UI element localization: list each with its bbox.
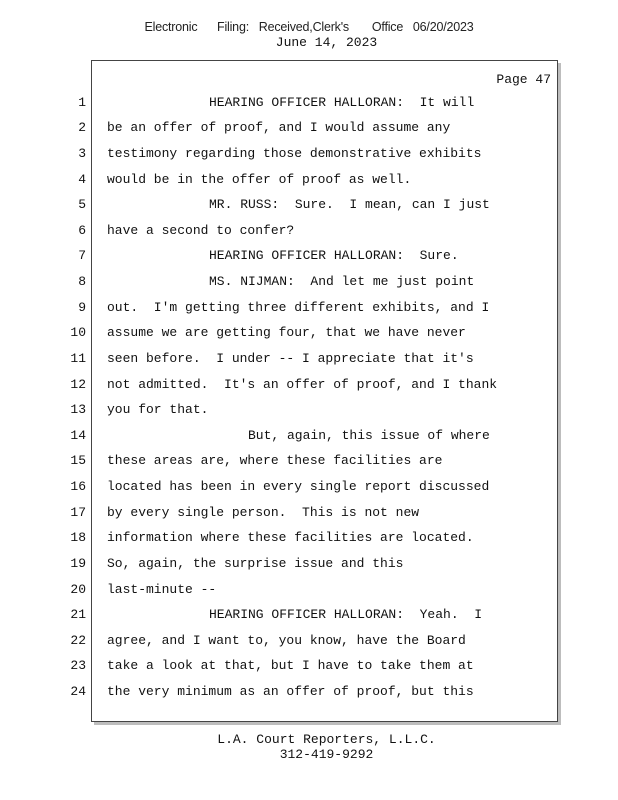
transcript-line: these areas are, where these facilities are xyxy=(107,453,443,468)
transcript-line: HEARING OFFICER HALLORAN: Yeah. I xyxy=(209,607,483,622)
footer-phone-number: 312-419-9292 xyxy=(279,747,374,762)
line-number: 14 xyxy=(70,428,86,443)
filing-stamp: Electronic Filing: Received,Clerk's Office 06/20/2023 xyxy=(144,20,474,34)
transcript-line: testimony regarding those demonstrative exhibits xyxy=(107,146,482,161)
transcript-line: information where these facilities are located. xyxy=(107,530,474,545)
line-number: 3 xyxy=(78,146,86,161)
line-number: 7 xyxy=(78,248,86,263)
transcript-line: So, again, the surprise issue and this xyxy=(107,556,404,571)
transcript-line: assume we are getting four, that we have never xyxy=(107,325,466,340)
transcript-line: HEARING OFFICER HALLORAN: Sure. xyxy=(209,248,459,263)
line-number: 15 xyxy=(70,453,86,468)
line-number: 9 xyxy=(78,300,86,315)
transcript-line: last-minute -- xyxy=(107,582,217,597)
line-number: 21 xyxy=(70,607,86,622)
line-number: 23 xyxy=(70,658,86,673)
transcript-line: would be in the offer of proof as well. xyxy=(107,172,412,187)
transcript-line: take a look at that, but I have to take them at xyxy=(107,658,474,673)
line-number: 10 xyxy=(70,325,86,340)
transcript-line: MS. NIJMAN: And let me just point xyxy=(209,274,475,289)
transcript-line: be an offer of proof, and I would assume any xyxy=(107,120,451,135)
transcript-line: HEARING OFFICER HALLORAN: It will xyxy=(209,95,475,110)
transcript-line: seen before. I under -- I appreciate that it's xyxy=(107,351,474,366)
line-number: 22 xyxy=(70,633,86,648)
line-number: 11 xyxy=(70,351,86,366)
transcript-line: you for that. xyxy=(107,402,209,417)
line-number: 16 xyxy=(70,479,86,494)
line-number: 12 xyxy=(70,377,86,392)
line-number: 6 xyxy=(78,223,86,238)
line-number: 19 xyxy=(70,556,86,571)
transcript-line: have a second to confer? xyxy=(107,223,295,238)
line-number: 18 xyxy=(70,530,86,545)
line-number: 8 xyxy=(78,274,86,289)
line-number: 4 xyxy=(78,172,86,187)
transcript-line: located has been in every single report discussed xyxy=(107,479,490,494)
line-number: 13 xyxy=(70,402,86,417)
line-number: 24 xyxy=(70,684,86,699)
transcript-line: not admitted. It's an offer of proof, and I thank xyxy=(107,377,498,392)
transcript-line: out. I'm getting three different exhibits, and I xyxy=(107,300,490,315)
transcript-line: by every single person. This is not new xyxy=(107,505,420,520)
footer-company-name: L.A. Court Reporters, L.L.C. xyxy=(217,732,436,747)
header-date: June 14, 2023 xyxy=(275,35,378,50)
line-number: 5 xyxy=(78,197,86,212)
line-number: 17 xyxy=(70,505,86,520)
line-number: 1 xyxy=(78,95,86,110)
transcript-line: But, again, this issue of where xyxy=(248,428,490,443)
line-number: 2 xyxy=(78,120,86,135)
page-number: Page 47 xyxy=(496,72,551,87)
transcript-line: MR. RUSS: Sure. I mean, can I just xyxy=(209,197,490,212)
transcript-line: agree, and I want to, you know, have the Board xyxy=(107,633,466,648)
transcript-line: the very minimum as an offer of proof, but this xyxy=(107,684,474,699)
line-number: 20 xyxy=(70,582,86,597)
